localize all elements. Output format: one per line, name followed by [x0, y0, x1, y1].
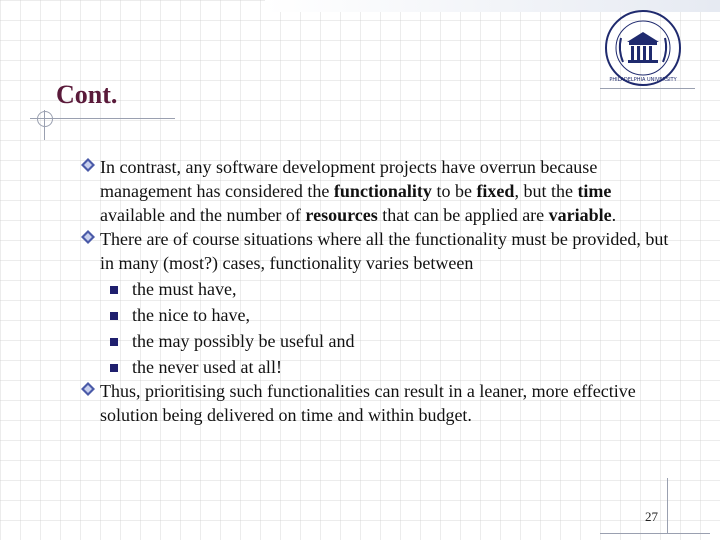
bold-term-fixed: fixed	[476, 181, 515, 201]
sub-bullet-text: the must have,	[132, 279, 237, 299]
bold-term-time: time	[577, 181, 612, 201]
logo-divider	[600, 88, 695, 89]
square-bullet-icon	[110, 338, 118, 346]
bullet-list	[80, 155, 680, 427]
square-bullet-icon	[110, 312, 118, 320]
bullet-text: In contrast, any software development projects have overrun because management has considered the	[100, 157, 598, 201]
sub-bullet-item	[80, 355, 680, 379]
bold-term-resources: resources	[305, 205, 378, 225]
bold-term-functionality: functionality	[333, 181, 432, 201]
bullet-text: that can be applied are	[377, 205, 549, 225]
diamond-bullet-icon	[80, 229, 96, 245]
footer-divider-vertical	[667, 478, 668, 533]
bullet-text: Thus, prioritising such functionalities can result in a leaner, more effective solution being delivered on time and within budget.	[100, 381, 636, 425]
bullet-item	[80, 379, 680, 427]
footer-divider-horizontal	[600, 533, 710, 534]
slide-title: Cont.	[56, 80, 118, 109]
sub-bullet-item	[80, 303, 680, 327]
university-logo-icon	[603, 8, 683, 88]
sub-bullet-item	[80, 277, 680, 301]
sub-bullet-text: the nice to have,	[132, 305, 250, 325]
logo-caption: PHILADELPHIA UNIVERSITY	[609, 77, 677, 83]
square-bullet-icon	[110, 286, 118, 294]
sub-bullet-text: the may possibly be useful and	[132, 331, 355, 351]
bold-term-variable: variable	[548, 205, 612, 225]
bullet-text: available and the number of	[100, 205, 306, 225]
bullet-item	[80, 227, 680, 275]
bullet-text: to be	[431, 181, 477, 201]
bullet-text: .	[611, 205, 617, 225]
bullet-item	[80, 155, 680, 227]
sub-bullet-item	[80, 329, 680, 353]
bullet-text: , but the	[514, 181, 578, 201]
page-number: 27	[645, 509, 658, 524]
diamond-bullet-icon	[80, 381, 96, 397]
diamond-bullet-icon	[80, 157, 96, 173]
corner-ornament-circle	[37, 111, 53, 127]
sub-bullet-text: the never used at all!	[132, 357, 282, 377]
bullet-text: There are of course situations where all the functionality must be provided, but in many (most?) cases, functionality varies between	[100, 229, 669, 273]
square-bullet-icon	[110, 364, 118, 372]
